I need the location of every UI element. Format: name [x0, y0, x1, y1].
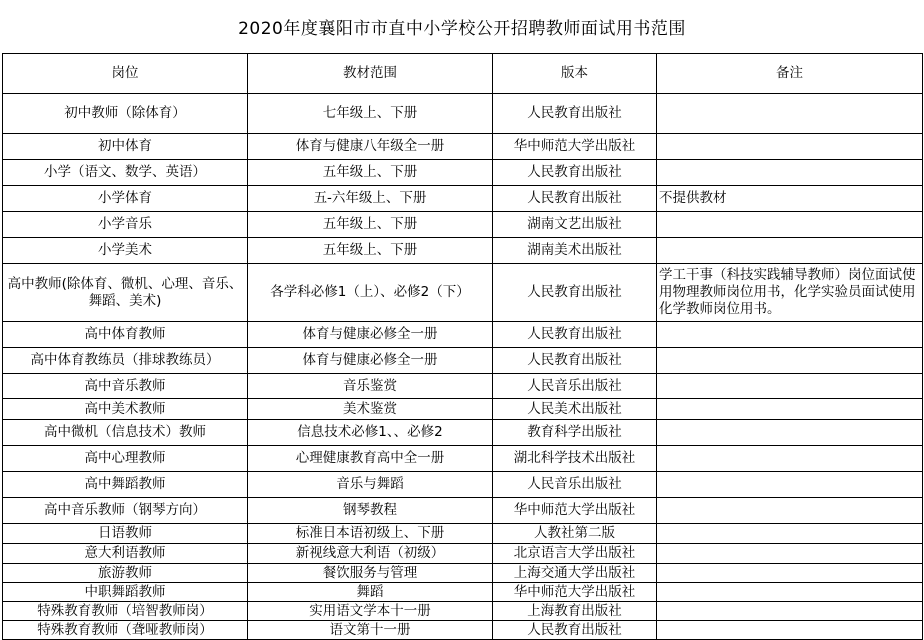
cell-note	[657, 212, 923, 238]
table-row	[3, 583, 923, 602]
cell-scope: 体育与健康必修全一册	[248, 322, 493, 348]
cell-post: 高中音乐教师（钢琴方向）	[3, 498, 248, 524]
cell-note	[657, 564, 923, 583]
cell-publisher: 人民美术出版社	[493, 399, 657, 420]
cell-note	[657, 498, 923, 524]
cell-note: 学工干事（科技实践辅导教师）岗位面试使用物理教师岗位用书，化学实验员面试使用化学教师岗位用书。	[657, 264, 923, 322]
cell-note	[657, 94, 923, 134]
cell-publisher: 人民音乐出版社	[493, 374, 657, 399]
table-row	[3, 160, 923, 186]
cell-post: 高中美术教师	[3, 399, 248, 420]
table-row	[3, 498, 923, 524]
cell-scope: 五年级上、下册	[248, 160, 493, 186]
cell-scope: 体育与健康八年级全一册	[248, 134, 493, 160]
cell-publisher: 华中师范大学出版社	[493, 134, 657, 160]
cell-scope: 标准日本语初级上、下册	[248, 524, 493, 544]
cell-note	[657, 399, 923, 420]
cell-post: 小学体育	[3, 186, 248, 212]
cell-scope: 各学科必修1（上）、必修2（下）	[248, 264, 493, 322]
table-row	[3, 524, 923, 544]
cell-publisher: 人教社第二版	[493, 524, 657, 544]
cell-scope: 信息技术必修1、、必修2	[248, 420, 493, 446]
cell-post: 初中教师（除体育）	[3, 94, 248, 134]
cell-note	[657, 472, 923, 498]
table-row	[3, 322, 923, 348]
cell-post: 特殊教育教师（培智教师岗）	[3, 602, 248, 621]
table-row	[3, 564, 923, 583]
table-row	[3, 446, 923, 472]
table-header-row	[3, 54, 923, 94]
cell-publisher: 人民音乐出版社	[493, 472, 657, 498]
cell-note	[657, 621, 923, 640]
cell-publisher: 人民教育出版社	[493, 94, 657, 134]
table-row	[3, 374, 923, 399]
cell-note	[657, 238, 923, 264]
cell-post: 高中微机（信息技术）教师	[3, 420, 248, 446]
header-publisher: 版本	[493, 54, 657, 94]
document-title: 2020年度襄阳市市直中小学校公开招聘教师面试用书范围	[238, 19, 686, 39]
cell-post: 小学美术	[3, 238, 248, 264]
cell-post: 小学（语文、数学、英语）	[3, 160, 248, 186]
cell-post: 高中音乐教师	[3, 374, 248, 399]
cell-post: 特殊教育教师（聋哑教师岗）	[3, 621, 248, 640]
table-row	[3, 602, 923, 621]
cell-publisher: 教育科学出版社	[493, 420, 657, 446]
cell-post: 日语教师	[3, 524, 248, 544]
table-row	[3, 544, 923, 564]
table-row	[3, 134, 923, 160]
cell-publisher: 湖南美术出版社	[493, 238, 657, 264]
cell-scope: 钢琴教程	[248, 498, 493, 524]
cell-post: 小学音乐	[3, 212, 248, 238]
cell-scope: 五年级上、下册	[248, 212, 493, 238]
cell-scope: 七年级上、下册	[248, 94, 493, 134]
cell-post: 中职舞蹈教师	[3, 583, 248, 602]
table-row	[3, 621, 923, 640]
cell-note	[657, 446, 923, 472]
table-row	[3, 348, 923, 374]
cell-note	[657, 348, 923, 374]
cell-scope: 五-六年级上、下册	[248, 186, 493, 212]
cell-scope: 心理健康教育高中全一册	[248, 446, 493, 472]
cell-publisher: 北京语言大学出版社	[493, 544, 657, 564]
cell-scope: 五年级上、下册	[248, 238, 493, 264]
cell-publisher: 上海交通大学出版社	[493, 564, 657, 583]
table-row	[3, 399, 923, 420]
cell-publisher: 湖北科学技术出版社	[493, 446, 657, 472]
cell-publisher: 上海教育出版社	[493, 602, 657, 621]
cell-note	[657, 420, 923, 446]
cell-note	[657, 544, 923, 564]
cell-post: 高中教师(除体育、微机、心理、音乐、舞蹈、美术)	[3, 264, 248, 322]
cell-scope: 语文第十一册	[248, 621, 493, 640]
cell-note	[657, 322, 923, 348]
cell-note: 不提供教材	[657, 186, 923, 212]
cell-scope: 餐饮服务与管理	[248, 564, 493, 583]
cell-note	[657, 583, 923, 602]
table-row	[3, 264, 923, 322]
cell-scope: 音乐鉴赏	[248, 374, 493, 399]
cell-post: 高中体育教师	[3, 322, 248, 348]
cell-publisher: 人民教育出版社	[493, 348, 657, 374]
header-post: 岗位	[3, 54, 248, 94]
table-row	[3, 212, 923, 238]
cell-post: 高中体育教练员（排球教练员）	[3, 348, 248, 374]
header-note: 备注	[657, 54, 923, 94]
table-row	[3, 238, 923, 264]
cell-note	[657, 602, 923, 621]
cell-post: 高中心理教师	[3, 446, 248, 472]
cell-scope: 美术鉴赏	[248, 399, 493, 420]
cell-publisher: 人民教育出版社	[493, 160, 657, 186]
table-row	[3, 472, 923, 498]
cell-scope: 舞蹈	[248, 583, 493, 602]
cell-publisher: 人民教育出版社	[493, 186, 657, 212]
cell-post: 意大利语教师	[3, 544, 248, 564]
cell-publisher: 人民教育出版社	[493, 322, 657, 348]
header-scope: 教材范围	[248, 54, 493, 94]
cell-publisher: 华中师范大学出版社	[493, 498, 657, 524]
cell-note	[657, 160, 923, 186]
cell-scope: 新视线意大利语（初级）	[248, 544, 493, 564]
cell-note	[657, 134, 923, 160]
textbook-scope-table	[2, 53, 923, 640]
cell-scope: 实用语文学本十一册	[248, 602, 493, 621]
cell-publisher: 华中师范大学出版社	[493, 583, 657, 602]
cell-publisher: 人民教育出版社	[493, 621, 657, 640]
cell-note	[657, 374, 923, 399]
cell-post: 高中舞蹈教师	[3, 472, 248, 498]
table-row	[3, 186, 923, 212]
cell-note	[657, 524, 923, 544]
cell-scope: 体育与健康必修全一册	[248, 348, 493, 374]
table-row	[3, 94, 923, 134]
table-row	[3, 420, 923, 446]
cell-publisher: 人民教育出版社	[493, 264, 657, 322]
cell-post: 旅游教师	[3, 564, 248, 583]
cell-scope: 音乐与舞蹈	[248, 472, 493, 498]
cell-publisher: 湖南文艺出版社	[493, 212, 657, 238]
cell-post: 初中体育	[3, 134, 248, 160]
